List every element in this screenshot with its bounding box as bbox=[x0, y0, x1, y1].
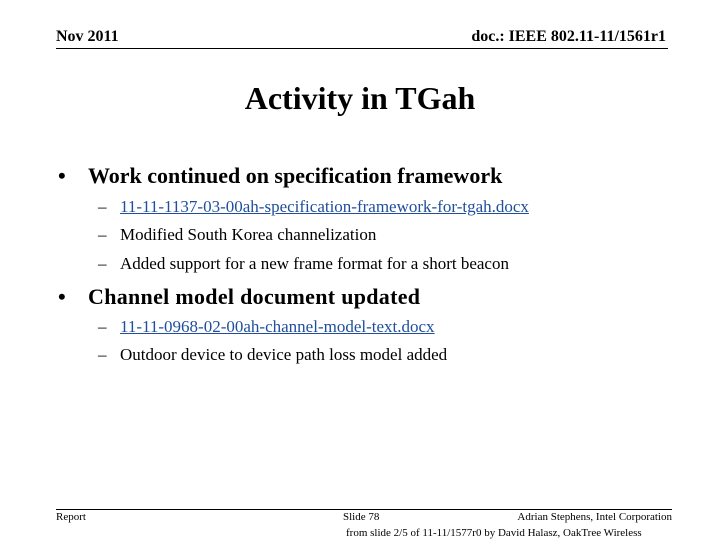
footer-source: from slide 2/5 of 11-11/1577r0 by David Halasz, OakTree Wireless bbox=[346, 527, 642, 539]
dash-marker: – bbox=[98, 197, 107, 216]
footer-report-label: Report bbox=[56, 511, 86, 523]
slide-title: Activity in TGah bbox=[244, 80, 476, 116]
subitem-korea-channelization bbox=[98, 225, 376, 245]
bullet-dot-icon: • bbox=[58, 284, 67, 309]
subitem-short-beacon bbox=[98, 254, 509, 274]
dash-marker: – bbox=[98, 254, 107, 273]
spec-framework-doc-link[interactable]: 11-11-1137-03-00ah-specification-framework-for-tgah.docx bbox=[120, 197, 529, 216]
footer-divider bbox=[56, 509, 672, 510]
subitem-channel-doc-link bbox=[98, 317, 435, 337]
dash-marker: – bbox=[98, 225, 107, 244]
dash-marker: – bbox=[98, 317, 107, 336]
dash-marker: – bbox=[98, 345, 107, 364]
bullet-text: Work continued on specification framework bbox=[88, 163, 503, 188]
bullet-dot-icon: • bbox=[58, 163, 66, 188]
bullet-channel-model bbox=[58, 284, 420, 310]
header-date: Nov 2011 bbox=[56, 28, 119, 45]
bullet-text: Channel model document updated bbox=[88, 284, 421, 309]
footer-author: Adrian Stephens, Intel Corporation bbox=[517, 511, 672, 523]
channel-model-doc-link[interactable]: 11-11-0968-02-00ah-channel-model-text.docx bbox=[120, 317, 435, 336]
subitem-text: Added support for a new frame format for a short beacon bbox=[120, 254, 509, 273]
footer-slide-number: Slide 78 bbox=[343, 511, 380, 523]
header-doc-id: doc.: IEEE 802.11-11/1561r1 bbox=[471, 28, 666, 45]
bullet-spec-framework bbox=[58, 163, 502, 189]
subitem-path-loss bbox=[98, 345, 447, 365]
header-divider bbox=[56, 48, 668, 49]
subitem-text: Modified South Korea channelization bbox=[120, 225, 377, 244]
subitem-text: Outdoor device to device path loss model added bbox=[120, 345, 448, 364]
subitem-spec-doc-link bbox=[98, 197, 529, 217]
